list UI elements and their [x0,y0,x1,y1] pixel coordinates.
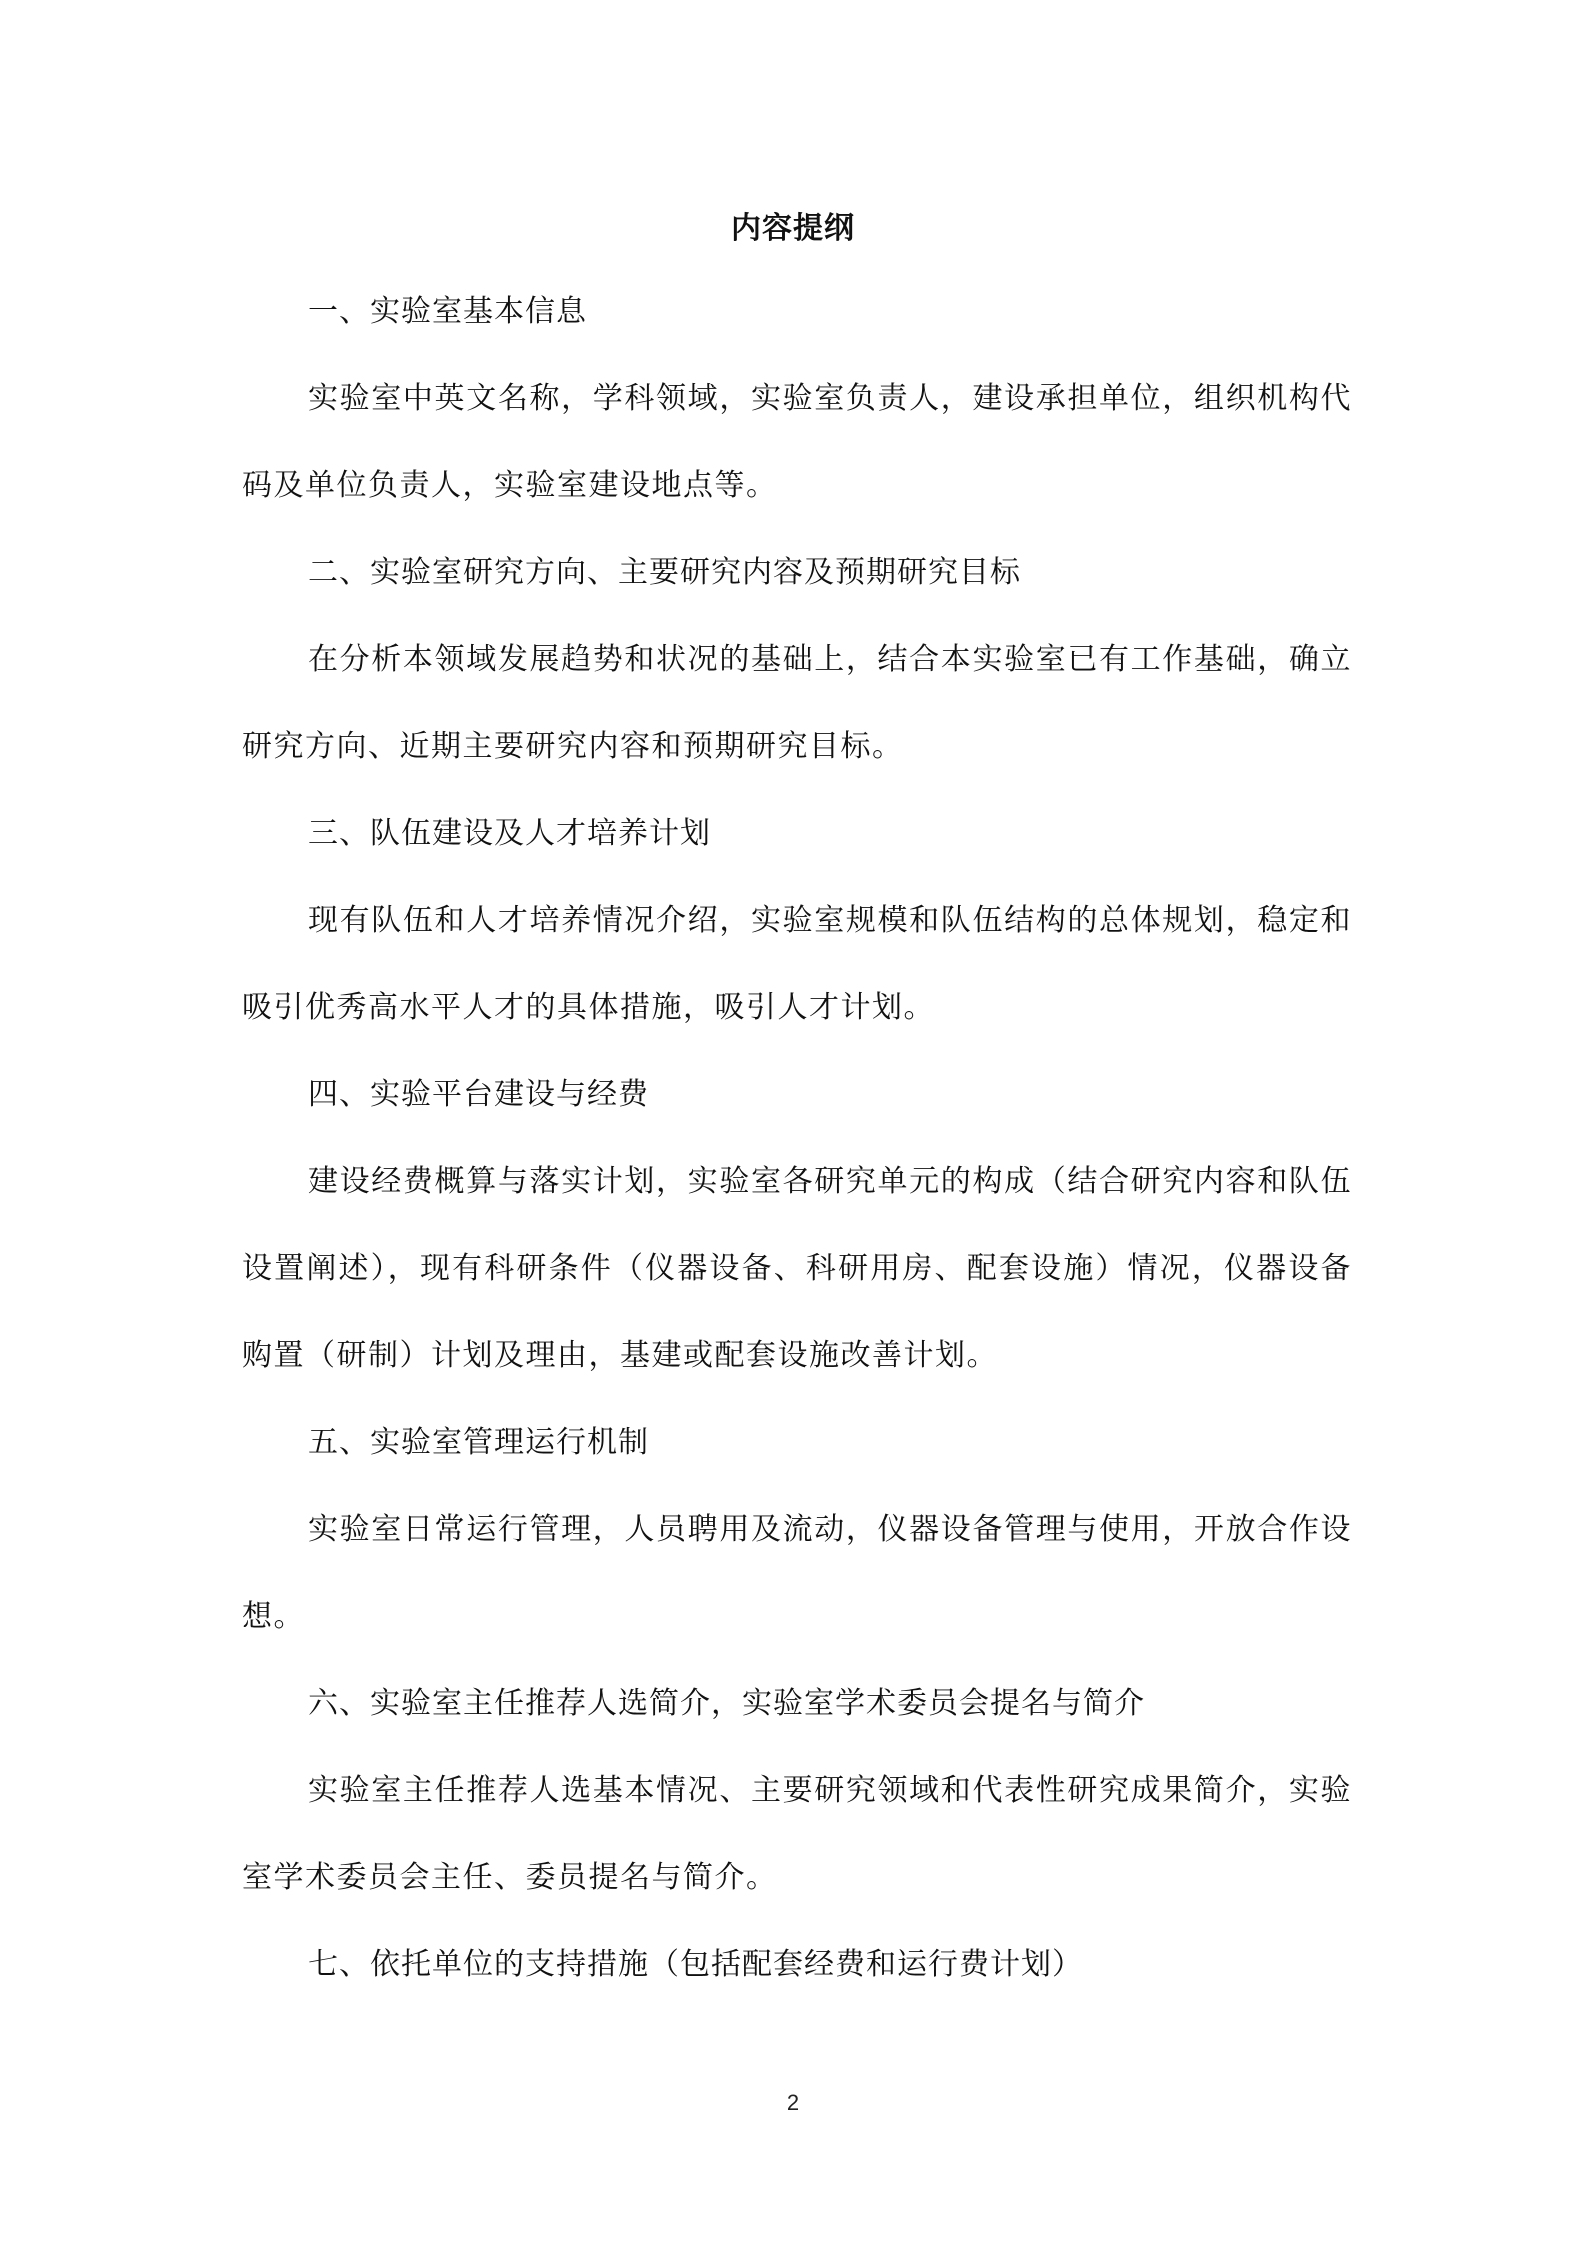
section-heading-4: 四、实验平台建设与经费 [308,1077,649,1112]
section-body-2: 在分析本领域发展趋势和状况的基础上，结合本实验室已有工作基础，确立研究方向、近期主要研究内容和预期研究目标。 [242,642,1352,764]
section-heading-6: 六、实验室主任推荐人选简介，实验室学术委员会提名与简介 [308,1686,1145,1721]
section-heading-7: 七、依托单位的支持措施（包括配套经费和运行费计划） [308,1947,1083,1982]
section-body-1: 实验室中英文名称，学科领域，实验室负责人，建设承担单位，组织机构代码及单位负责人，实验室建设地点等。 [242,381,1352,503]
section-body-4: 建设经费概算与落实计划，实验室各研究单元的构成（结合研究内容和队伍设置阐述），现有科研条件（仪器设备、科研用房、配套设施）情况，仪器设备购置（研制）计划及理由，基建或配套设施改善计划。 [242,1164,1352,1373]
document-title: 内容提纲 [731,211,855,246]
section-heading-3: 三、队伍建设及人才培养计划 [308,816,711,851]
section-body-5: 实验室日常运行管理，人员聘用及流动，仪器设备管理与使用，开放合作设想。 [242,1512,1352,1634]
document-body [242,268,1352,2008]
section-heading-2: 二、实验室研究方向、主要研究内容及预期研究目标 [308,555,1021,590]
section-heading-5: 五、实验室管理运行机制 [308,1425,649,1460]
section-body-6: 实验室主任推荐人选基本情况、主要研究领域和代表性研究成果简介，实验室学术委员会主任、委员提名与简介。 [242,1773,1352,1895]
section-body-3: 现有队伍和人才培养情况介绍，实验室规模和队伍结构的总体规划，稳定和吸引优秀高水平人才的具体措施，吸引人才计划。 [242,903,1352,1025]
page-number: 2 [786,2090,800,2115]
section-heading-1: 一、实验室基本信息 [308,294,587,329]
